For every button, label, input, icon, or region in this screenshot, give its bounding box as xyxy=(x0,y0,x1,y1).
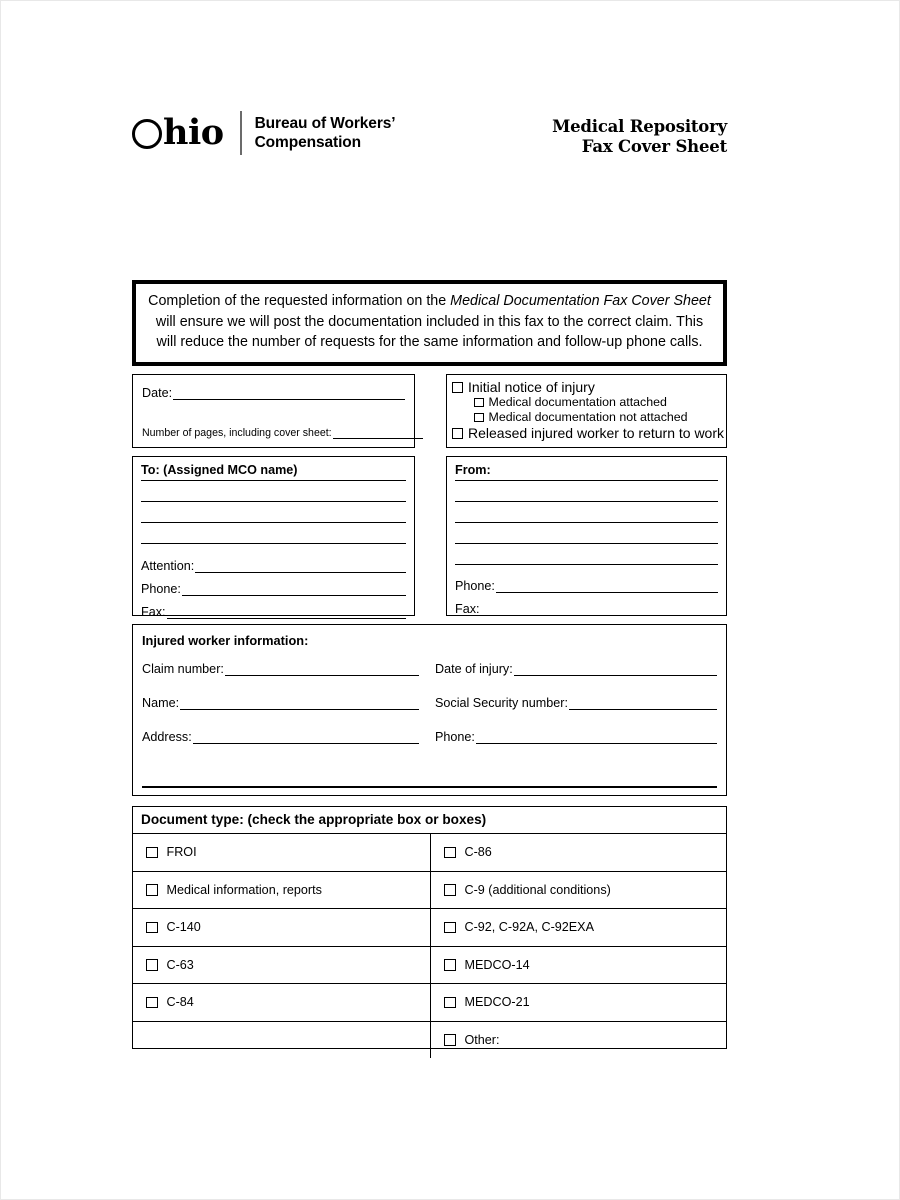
checkbox-initial-notice-of-injury[interactable] xyxy=(452,379,721,395)
ssn-field[interactable] xyxy=(424,696,717,710)
table-row xyxy=(133,834,726,872)
to-phone-label: Phone: xyxy=(141,582,181,596)
checkbox-medical-documentation-not-attached[interactable] xyxy=(474,410,721,425)
instruction-italic-title: Medical Documentation Fax Cover Sheet xyxy=(450,293,711,309)
checkbox-label: C-9 (additional conditions) xyxy=(464,882,611,897)
checkbox-icon[interactable] xyxy=(474,413,484,423)
table-row xyxy=(133,1022,726,1059)
address-field[interactable] xyxy=(142,730,424,744)
to-phone-row[interactable] xyxy=(141,582,406,596)
checkbox-label: C-63 xyxy=(166,957,194,972)
checkbox-icon[interactable] xyxy=(444,847,456,859)
table-row xyxy=(133,872,726,910)
checkbox-medical-information-reports[interactable] xyxy=(133,872,431,909)
from-address-lines xyxy=(455,480,718,565)
ssn-label: Social Security number: xyxy=(435,696,568,710)
to-box-title: To: (Assigned MCO name) xyxy=(141,463,298,477)
from-address-rule[interactable] xyxy=(455,522,718,523)
checkbox-c-86[interactable] xyxy=(431,834,726,871)
from-address-rule[interactable] xyxy=(455,564,718,565)
checkbox-icon[interactable] xyxy=(452,428,463,439)
ohio-wordmark xyxy=(132,112,224,153)
checkbox-c-92[interactable] xyxy=(431,909,726,946)
injured-worker-box xyxy=(132,624,727,796)
checkbox-icon[interactable] xyxy=(146,922,158,934)
checkbox-froi[interactable] xyxy=(133,834,431,871)
page-title-line2: Fax Cover Sheet xyxy=(581,137,727,156)
checkbox-other[interactable] xyxy=(431,1022,726,1059)
checkbox-label: C-86 xyxy=(464,845,492,860)
claim-number-label: Claim number: xyxy=(142,662,224,676)
to-attention-rule[interactable] xyxy=(195,561,406,573)
injured-worker-phone-label: Phone: xyxy=(435,730,475,744)
date-and-pages-box xyxy=(132,374,415,448)
checkbox-label: Medical documentation not attached xyxy=(488,410,688,424)
checkbox-c-9[interactable] xyxy=(431,872,726,909)
document-type-header: Document type: (check the appropriate box or boxes) xyxy=(133,807,726,834)
injured-worker-fields xyxy=(142,662,717,744)
injured-worker-field-row xyxy=(142,662,717,676)
checkbox-icon[interactable] xyxy=(444,997,456,1009)
injured-worker-field-row xyxy=(142,696,717,710)
to-contact-fields xyxy=(141,559,406,619)
pages-label: Number of pages, including cover sheet: xyxy=(142,427,332,439)
checkbox-medco-14[interactable] xyxy=(431,947,726,984)
checkbox-icon[interactable] xyxy=(444,1034,456,1046)
checkbox-label: Other: xyxy=(464,1032,500,1047)
instruction-part2: will ensure we will post the documentation included in this fax to the correct claim. This will reduce the number of requests for the same information and follow-up phone calls. xyxy=(155,313,704,350)
address-rule[interactable] xyxy=(193,732,419,744)
to-address-rule[interactable] xyxy=(141,480,406,481)
date-of-injury-label: Date of injury: xyxy=(435,662,513,676)
to-phone-rule[interactable] xyxy=(182,584,406,596)
from-phone-label: Phone: xyxy=(455,579,495,593)
from-box-title: From: xyxy=(455,463,491,477)
empty-cell xyxy=(133,1022,431,1059)
address-continuation-rule[interactable] xyxy=(142,786,717,788)
from-fax-label: Fax: xyxy=(455,602,480,616)
to-address-rule[interactable] xyxy=(141,522,406,523)
logo-subtitle-line1: Bureau of Workers’ xyxy=(254,115,396,132)
to-recipient-box xyxy=(132,456,415,619)
checkbox-label: FROI xyxy=(166,845,197,860)
logo-divider xyxy=(240,111,242,155)
from-contact-fields xyxy=(455,579,718,616)
to-address-rule[interactable] xyxy=(141,501,406,502)
logo-subtitle xyxy=(255,114,396,152)
ssn-rule[interactable] xyxy=(569,698,717,710)
checkbox-icon[interactable] xyxy=(146,997,158,1009)
checkbox-icon[interactable] xyxy=(146,959,158,971)
checkbox-icon[interactable] xyxy=(146,847,158,859)
from-phone-row[interactable] xyxy=(455,579,718,593)
address-label: Address: xyxy=(142,730,192,744)
pages-input-rule[interactable] xyxy=(333,427,423,439)
bwc-logo xyxy=(132,111,396,155)
checkbox-icon[interactable] xyxy=(146,884,158,896)
name-field[interactable] xyxy=(142,696,424,710)
checkbox-medical-documentation-attached[interactable] xyxy=(474,395,721,410)
page-title-line1: Medical Repository xyxy=(552,117,727,136)
to-fax-row[interactable] xyxy=(141,605,406,619)
from-sender-box xyxy=(446,456,727,616)
name-rule[interactable] xyxy=(180,698,419,710)
from-address-rule[interactable] xyxy=(455,501,718,502)
checkbox-icon[interactable] xyxy=(474,398,484,408)
checkbox-label: C-92, C-92A, C-92EXA xyxy=(464,920,594,935)
to-address-lines xyxy=(141,480,406,544)
to-attention-row[interactable] xyxy=(141,559,406,573)
to-address-rule[interactable] xyxy=(141,543,406,544)
checkbox-icon[interactable] xyxy=(444,884,456,896)
from-address-rule[interactable] xyxy=(455,480,718,481)
checkbox-label: MEDCO-14 xyxy=(464,957,530,972)
checkbox-c-140[interactable] xyxy=(133,909,431,946)
date-label: Date: xyxy=(142,386,173,400)
checkbox-icon[interactable] xyxy=(444,959,456,971)
table-row xyxy=(133,909,726,947)
injured-worker-phone-rule[interactable] xyxy=(476,732,717,744)
checkbox-label: Medical documentation attached xyxy=(488,395,667,409)
checkbox-label: MEDCO-21 xyxy=(464,995,530,1010)
from-address-rule[interactable] xyxy=(455,543,718,544)
checkbox-label: Initial notice of injury xyxy=(468,379,595,395)
checkbox-icon[interactable] xyxy=(444,922,456,934)
claim-number-field[interactable] xyxy=(142,662,424,676)
checkbox-c-63[interactable] xyxy=(133,947,431,984)
date-input-rule[interactable] xyxy=(173,388,405,400)
from-phone-rule[interactable] xyxy=(496,581,718,593)
instruction-part1: Completion of the requested information on the xyxy=(148,293,451,309)
checkbox-label: Medical information, reports xyxy=(166,882,322,897)
to-fax-rule[interactable] xyxy=(167,607,407,619)
ohio-wordmark-text: hio xyxy=(163,112,224,153)
document-type-table xyxy=(132,806,727,1049)
claim-number-rule[interactable] xyxy=(225,664,419,676)
date-field-row[interactable] xyxy=(142,386,405,400)
ohio-o-circle-icon xyxy=(132,119,162,149)
page-header xyxy=(132,111,727,171)
instruction-callout xyxy=(132,280,727,366)
logo-subtitle-line2: Compensation xyxy=(254,134,362,151)
checkbox-c-84[interactable] xyxy=(133,984,431,1021)
checkbox-label: C-140 xyxy=(166,920,201,935)
checkbox-medco-21[interactable] xyxy=(431,984,726,1021)
checkbox-icon[interactable] xyxy=(452,382,463,393)
checkbox-label: C-84 xyxy=(166,995,194,1010)
name-label: Name: xyxy=(142,696,180,710)
table-row xyxy=(133,947,726,985)
injured-worker-title: Injured worker information: xyxy=(142,633,309,648)
from-fax-rule[interactable] xyxy=(481,604,719,616)
pages-field-row[interactable] xyxy=(142,427,423,439)
notice-type-box xyxy=(446,374,727,448)
page-title xyxy=(552,117,727,157)
date-of-injury-rule[interactable] xyxy=(514,664,717,676)
injured-worker-field-row xyxy=(142,730,717,744)
checkbox-label: Released injured worker to return to work xyxy=(468,425,725,441)
to-fax-label: Fax: xyxy=(141,605,166,619)
date-of-injury-field[interactable] xyxy=(424,662,717,676)
table-row xyxy=(133,984,726,1022)
injured-worker-phone-field[interactable] xyxy=(424,730,717,744)
checkbox-released-injured-worker[interactable] xyxy=(452,425,725,441)
from-fax-row[interactable] xyxy=(455,602,718,616)
to-attention-label: Attention: xyxy=(141,559,195,573)
